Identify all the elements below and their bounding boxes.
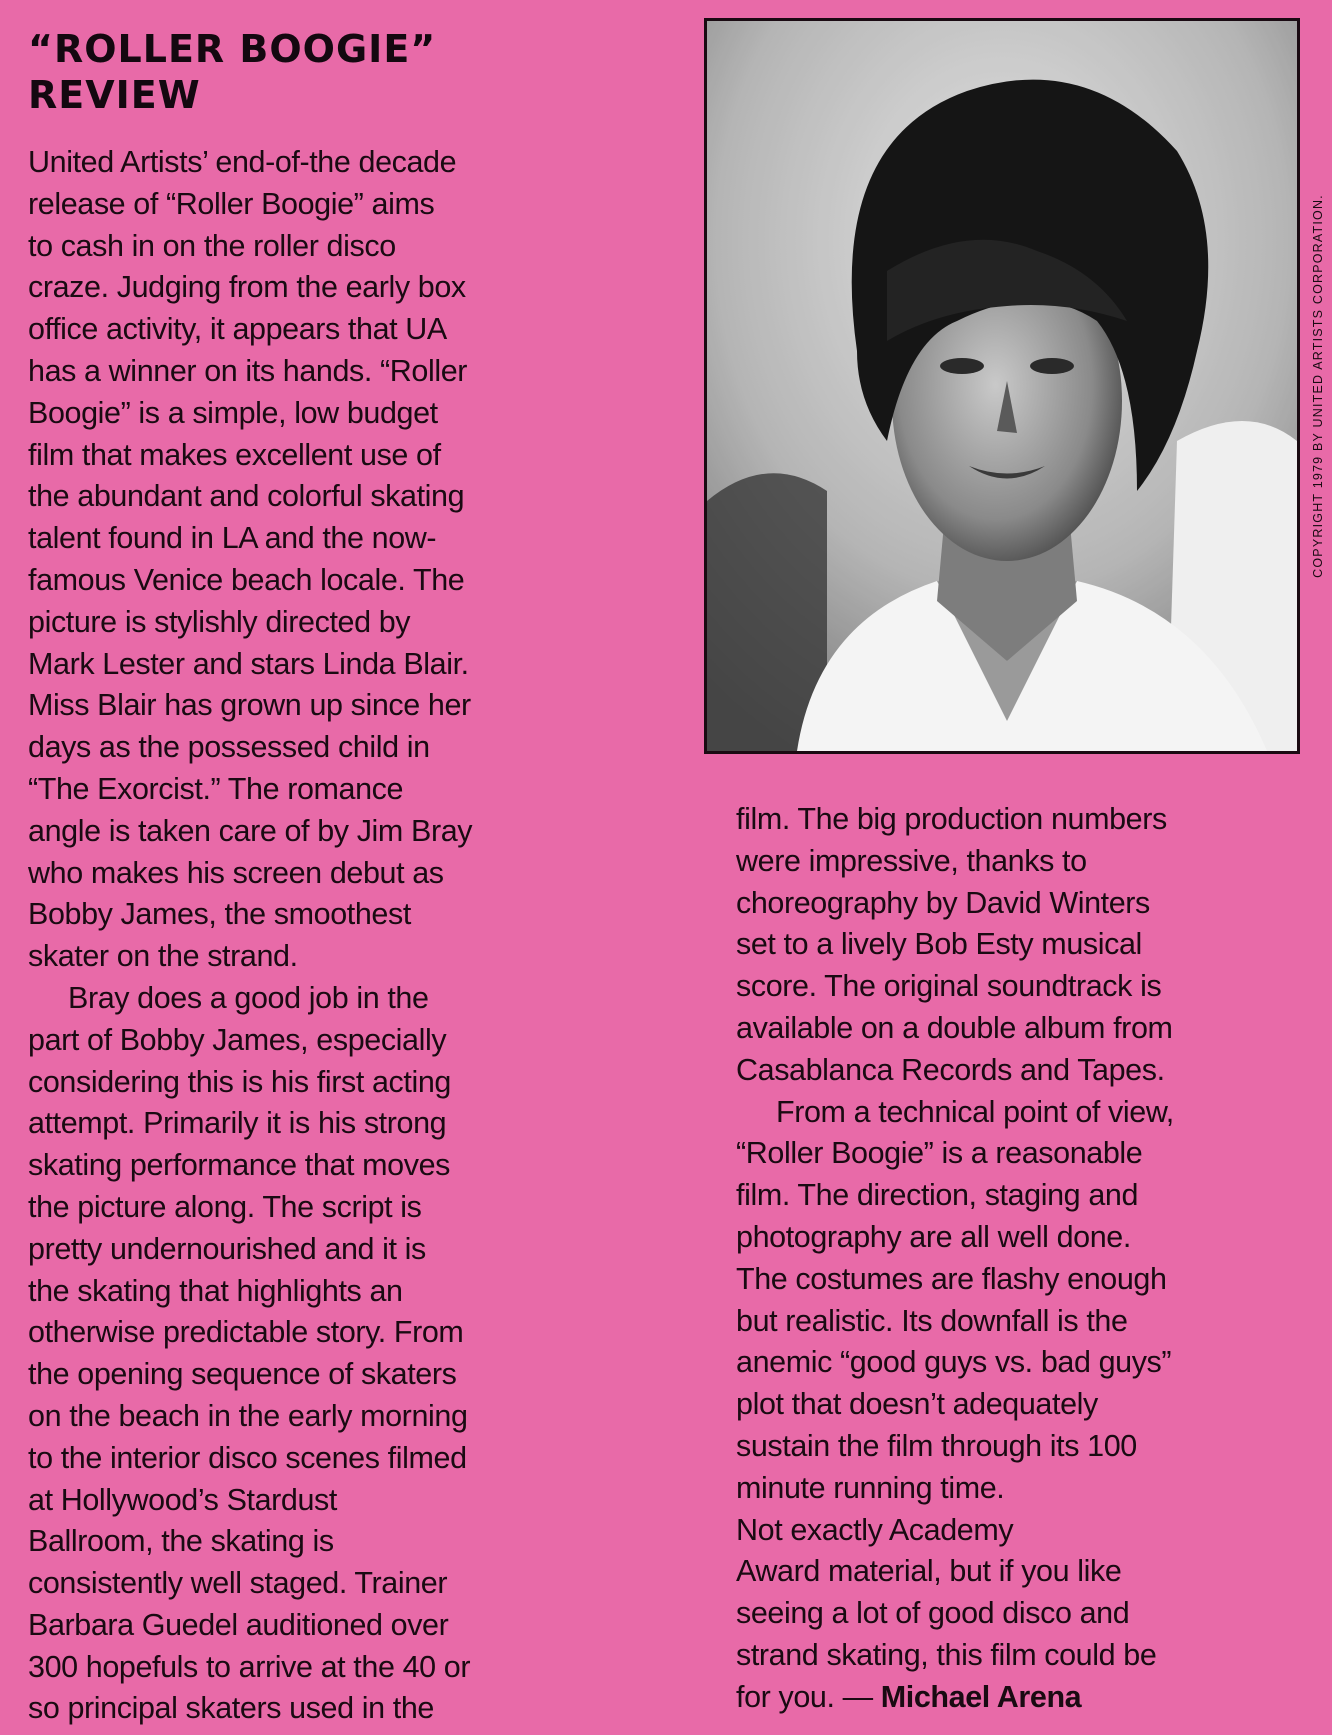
text-line: choreography by David Winters [736,885,1150,920]
actor-photo-image [707,21,1297,751]
text-line: so principal skaters used in the [28,1691,434,1726]
text-line: to the interior disco scenes filmed [28,1440,467,1475]
text-line: skating performance that moves [28,1148,450,1183]
photo-copyright-credit: COPYRIGHT 1979 BY UNITED ARTISTS CORPORATION. [1311,194,1325,578]
text-line: available on a double album from [736,1010,1173,1045]
text-line: strand skating, this film could be [736,1637,1157,1672]
author-byline: Michael Arena [880,1679,1082,1714]
text-line: release of “Roller Boogie” aims [28,186,435,221]
text-line: attempt. Primarily it is his strong [28,1106,447,1141]
text-line: consistently well staged. Trainer [28,1566,448,1601]
text-line: considering this is his first acting [28,1064,451,1099]
text-line: on the beach in the early morning [28,1398,468,1433]
text-line: seeing a lot of good disco and [736,1596,1130,1631]
text-line: days as the possessed child in [28,730,430,765]
text-line: plot that doesn’t adequately [736,1387,1098,1422]
text-line: has a winner on its hands. “Roller [28,353,468,388]
text-line: talent found in LA and the now- [28,521,437,556]
text-line: minute running time. [736,1470,1005,1505]
left-column [28,142,472,1730]
text-line: set to a lively Bob Esty musical [736,927,1142,962]
text-line: film. The direction, staging and [736,1178,1139,1213]
text-line: Boogie” is a simple, low budget [28,395,438,430]
text-line: “Roller Boogie” is a reasonable [736,1136,1143,1171]
text-line: Barbara Guedel auditioned over [28,1607,449,1642]
article-title [28,26,436,118]
text-line: at Hollywood’s Stardust [28,1482,337,1517]
text-line: otherwise predictable story. From [28,1315,464,1350]
text-line: anemic “good guys vs. bad guys” [736,1345,1172,1380]
text-line: to cash in on the roller disco [28,228,396,263]
text-line: famous Venice beach locale. The [28,562,465,597]
title-line-1: “ROLLER BOOGIE” [28,27,437,71]
text-line: the opening sequence of skaters [28,1357,457,1392]
text-line: Award material, but if you like [736,1554,1122,1589]
text-line: who makes his screen debut as [28,855,444,890]
text-line: were impressive, thanks to [736,843,1087,878]
text-line: Bray does a good job in the [68,980,429,1015]
text-line: craze. Judging from the early box [28,270,466,305]
text-line: the skating that highlights an [28,1273,403,1308]
text-line: United Artists’ end-of-the decade [28,145,457,179]
text-line: part of Bobby James, especially [28,1022,447,1057]
text-line: picture is stylishly directed by [28,604,411,639]
text-line: office activity, it appears that UA [28,312,447,347]
closing-line [736,1677,1174,1719]
text-line: film that makes excellent use of [28,437,441,472]
actor-photo [704,18,1300,754]
closing-text: for you. — [736,1679,881,1714]
text-line: Casablanca Records and Tapes. [736,1052,1165,1087]
text-line: but realistic. Its downfall is the [736,1303,1128,1338]
text-line: score. The original soundtrack is [736,969,1162,1004]
text-line: Ballroom, the skating is [28,1524,334,1559]
text-line: Miss Blair has grown up since her [28,688,471,723]
text-line: Mark Lester and stars Linda Blair. [28,646,469,681]
text-line: skater on the strand. [28,939,298,974]
text-line: The costumes are flashy enough [736,1261,1167,1296]
title-line-2: REVIEW [28,73,201,117]
text-line: “The Exorcist.” The romance [28,771,404,806]
text-line: pretty undernourished and it is [28,1231,426,1266]
text-line: film. The big production numbers [736,802,1167,836]
text-line: Bobby James, the smoothest [28,897,411,932]
text-line: photography are all well done. [736,1219,1131,1254]
text-line: the abundant and colorful skating [28,479,465,514]
right-column [736,799,1174,1719]
text-line: From a technical point of view, [776,1094,1174,1129]
text-line: sustain the film through its 100 [736,1428,1137,1463]
text-line: the picture along. The script is [28,1189,422,1224]
text-line: Not exactly Academy [736,1512,1014,1547]
text-line: angle is taken care of by Jim Bray [28,813,473,848]
text-line: 300 hopefuls to arrive at the 40 or [28,1649,471,1684]
